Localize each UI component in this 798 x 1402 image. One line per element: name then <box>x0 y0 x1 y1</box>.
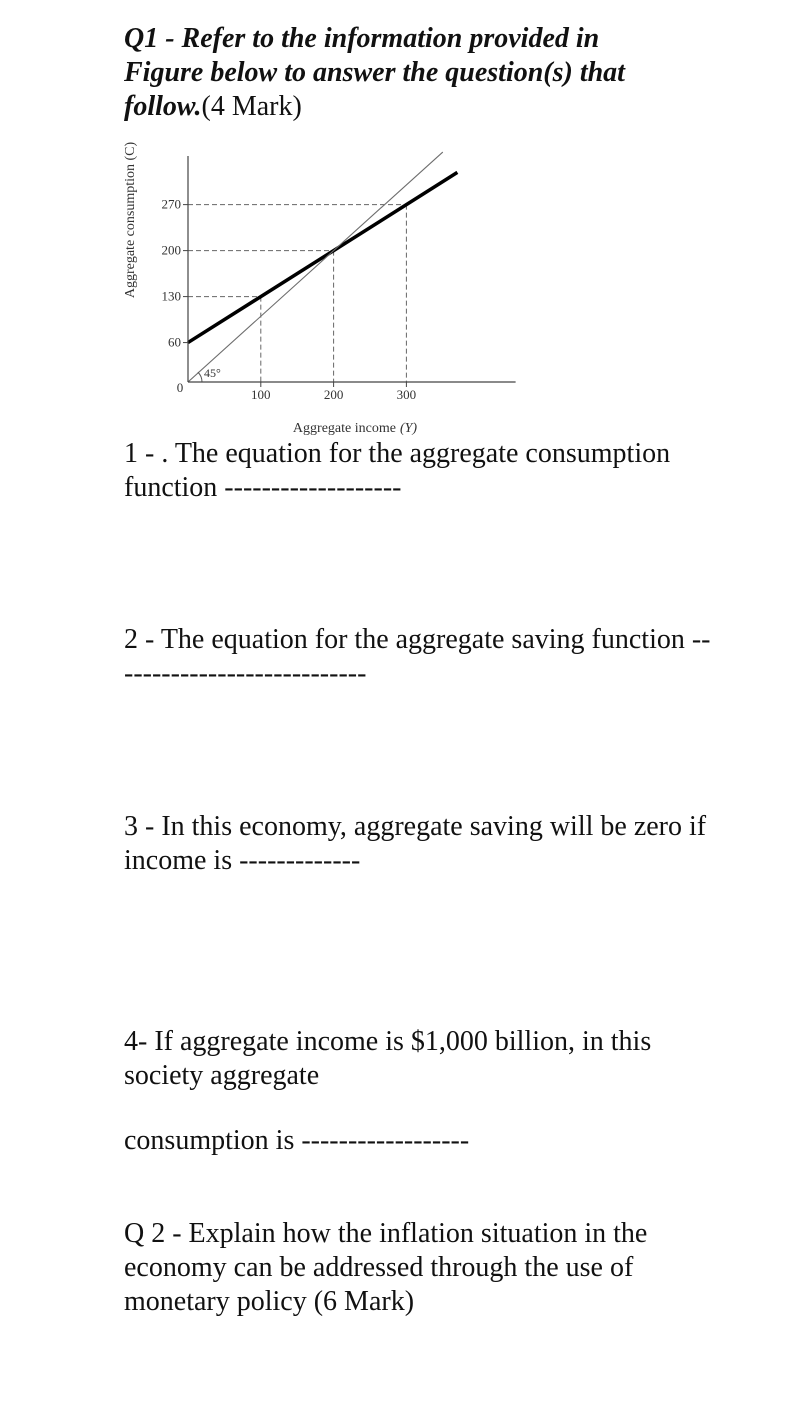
question-1-part-1: 1 - . The equation for the aggregate consumption function ------------------- <box>124 438 671 503</box>
forty-five-degree-line <box>188 152 443 382</box>
question-1-part-4-continued: consumption is ------------------ <box>124 1125 470 1156</box>
y-tick-label-200: 200 <box>161 242 181 258</box>
question-1-mark: (4 Mark) <box>201 91 302 122</box>
y-axis-label: Aggregate consumption (C) <box>123 141 138 299</box>
x-axis-label: Aggregate income <box>292 421 396 436</box>
question-2-text: Q 2 - Explain how the inflation situation in the economy can be addressed through the use of monetary policy (6 Mark) <box>124 1218 648 1317</box>
question-1-part-2: 2 - The equation for the aggregate saving function ---------------------------- <box>124 624 711 689</box>
y-tick-label-60: 60 <box>168 334 181 350</box>
x-tick-label-100: 100 <box>251 387 271 402</box>
consumption-function-line <box>188 172 457 342</box>
x-tick-label-200: 200 <box>323 387 344 402</box>
x-axis-label-group <box>293 421 417 436</box>
x-axis-symbol: (Y) <box>399 421 418 436</box>
question-1-title: Q1 - Refer to the information provided in Figure below to answer the question(s) that follow. <box>124 23 625 122</box>
dashed-guide-lines <box>188 205 406 382</box>
angle-45-label: 45° <box>204 366 221 380</box>
x-tick-label-300: 300 <box>396 387 417 402</box>
angle-arc <box>198 372 202 382</box>
question-1-part-4: 4- If aggregate income is $1,000 billion, in this society aggregate <box>124 1026 652 1091</box>
y-tick-label-270: 270 <box>161 196 181 212</box>
consumption-function-chart <box>118 120 538 442</box>
origin-label: 0 <box>176 380 184 395</box>
chart-axes <box>188 156 516 382</box>
question-1-heading <box>124 22 684 124</box>
question-1-part-3: 3 - In this economy, aggregate saving will be zero if income is ------------- <box>124 811 707 876</box>
chart-lines <box>188 152 457 382</box>
y-tick-label-130: 130 <box>161 288 181 304</box>
